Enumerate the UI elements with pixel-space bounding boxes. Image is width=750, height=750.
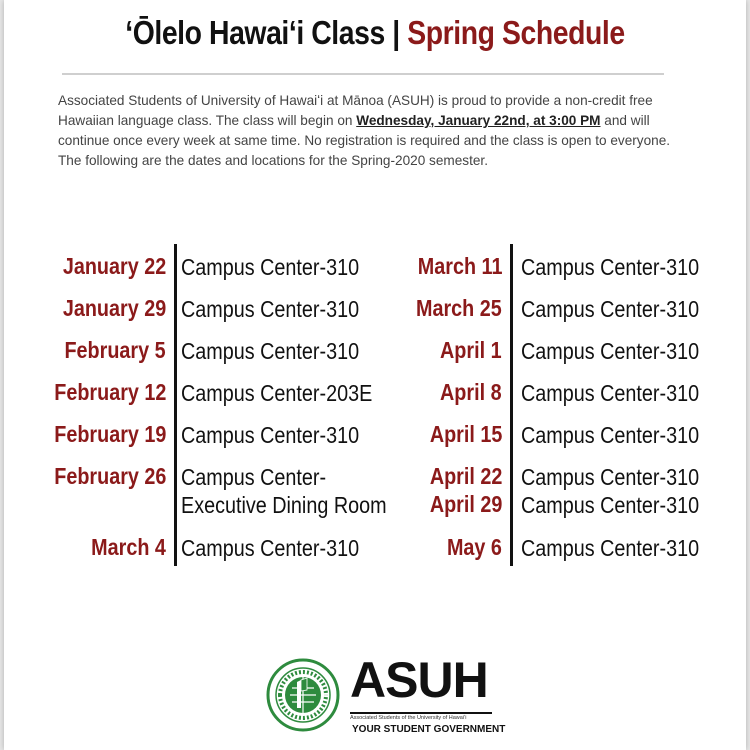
- intro-text-before: Associated Students of University of Hawaiʻi at Mānoa (ASUH) is proud to provide a non-credit free Hawaiian language class. The class will begin on: [58, 93, 653, 128]
- schedule-location: Campus Center-203E: [181, 380, 373, 406]
- schedule-date: February 26: [53, 463, 166, 489]
- schedule-date: May 6: [447, 534, 502, 560]
- intro-paragraph: [58, 91, 678, 171]
- logo-subtitle: Associated Students of the University of Hawaiʻi: [350, 715, 467, 721]
- schedule-location: Campus Center-310: [521, 464, 700, 490]
- schedule-date: April 15: [429, 421, 502, 447]
- page-title: [56, 14, 694, 52]
- schedule-location: Campus Center-310: [181, 338, 360, 364]
- schedule-location: Campus Center-310: [521, 338, 700, 364]
- title-main: ‘Ōlelo Hawaiʻi Class |: [125, 14, 408, 51]
- asuh-seal-icon: [266, 658, 340, 732]
- asuh-wordmark: ASUH: [350, 652, 488, 708]
- schedule-location: Campus Center-310: [521, 254, 700, 280]
- schedule-location: Campus Center-310: [521, 296, 700, 322]
- schedule-date: April 22: [429, 463, 502, 489]
- schedule-date: March 25: [416, 295, 502, 321]
- right-column-divider: [510, 244, 513, 566]
- logo-divider: [350, 712, 492, 714]
- title-divider: [62, 73, 664, 75]
- schedule-date: March 11: [417, 253, 502, 279]
- schedule-location: Campus Center-310: [521, 535, 700, 561]
- schedule-date: March 4: [91, 534, 166, 560]
- schedule-location: Campus Center-310: [181, 296, 360, 322]
- asuh-logo: [266, 652, 506, 740]
- schedule-location: Campus Center-: [181, 464, 327, 490]
- schedule-date: February 5: [64, 337, 166, 363]
- schedule-location: Campus Center-310: [181, 535, 360, 561]
- schedule-date: January 22: [62, 253, 166, 279]
- schedule-date: February 12: [53, 379, 166, 405]
- left-column-divider: [174, 244, 177, 566]
- schedule-location: Campus Center-310: [521, 422, 700, 448]
- intro-start-date: Wednesday, January 22nd, at 3:00 PM: [356, 113, 601, 128]
- schedule-date: April 8: [440, 379, 502, 405]
- schedule-location-line2: Executive Dining Room: [181, 492, 387, 518]
- schedule-date: April 1: [440, 337, 502, 363]
- schedule-location: Campus Center-310: [521, 380, 700, 406]
- flyer-page: [4, 0, 746, 750]
- logo-tagline: YOUR STUDENT GOVERNMENT: [352, 724, 506, 735]
- schedule-date: April 29: [429, 491, 502, 517]
- schedule-location: Campus Center-310: [521, 492, 700, 518]
- schedule-date: February 19: [53, 421, 166, 447]
- schedule-location: Campus Center-310: [181, 422, 360, 448]
- schedule-date: January 29: [62, 295, 166, 321]
- title-accent: Spring Schedule: [407, 14, 625, 51]
- schedule-location: Campus Center-310: [181, 254, 360, 280]
- intro-text-after: and will continue once every week at same time. No registration is required and the class is open to everyone. The following are the dates and locations for the Spring-2020 semester.: [58, 113, 671, 168]
